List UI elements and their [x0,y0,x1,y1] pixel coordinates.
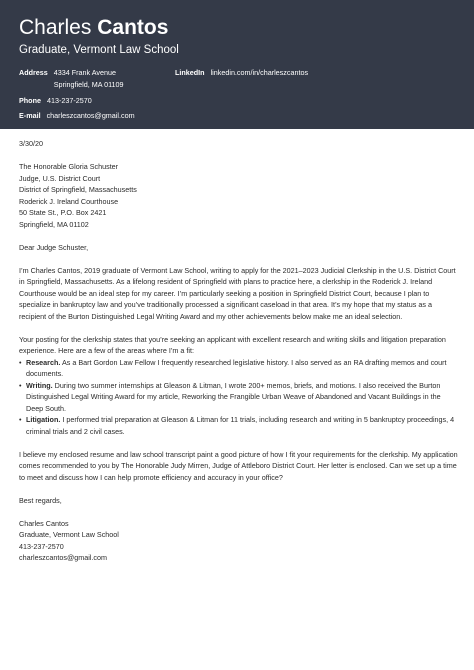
address-line2: Springfield, MA 01109 [53,80,124,89]
signature-line: Graduate, Vermont Law School [19,530,119,539]
linkedin-link[interactable]: linkedin.com/in/charleszcantos [210,68,309,77]
signature-line: Charles Cantos [19,518,69,528]
address-block [19,67,124,91]
bullet-text: As a Bart Gordon Law Fellow I frequently researched legislative history. I also served as an RA drafting memos and court documents. [26,357,447,378]
phone-value: 413-237-2570 [46,96,92,105]
bullet-title: Writing. [26,380,53,390]
phone-block [19,95,92,107]
resume-header [0,0,474,129]
paragraph-fit: Your posting for the clerkship states that you’re seeking an applicant with excellent research and writing skills and litigation preparation experience. Here are a few of the areas where I’m a fit: [19,334,446,355]
paragraph-closing: I believe my enclosed resume and law school transcript paint a good picture of how I fit your requirements for the clerkship. My application comes recommended to you by The Honorable Judy Mirren, Judge of Attleboro District Court. Her letter is enclosed. Can we set up a time to meet and discuss how I can help promote efficiency and accuracy in your office? [19,449,458,482]
paragraph-intro: I’m Charles Cantos, 2019 graduate of Vermont Law School, writing to apply for the 2021–2023 Judicial Clerkship in the U.S. District Court in Springfield, Massachusetts. As a lifelong resident of Springfield with plans to practice here, a clerkship in the Roderick J. Ireland Courthouse would be an ideal step for my career. I’m particularly seeking a position in Springfield District Court, because I plan to specialize in bankruptcy law and you’ve traditionally processed a significant caseload in that area. It’s my hope that my status as a recipient of the Burton Distinguished Legal Writing Award and my other achievements below make me an ideal selection. [19,265,456,321]
recipient-line: District of Springfield, Massachusetts [19,185,137,194]
bullet-text: I performed trial preparation at Gleason & Litman for 11 trials, including research and writing in 5 bankruptcy proceedings, 4 criminal trials and 2 civil cases. [26,415,455,436]
signature-line: 413-237-2570 [19,541,64,551]
bullet-title: Litigation. [26,415,61,424]
address-label: Address [19,68,48,77]
recipient-address [19,161,459,230]
email-block [19,110,135,122]
recipient-line: Judge, U.S. District Court [19,173,101,183]
recipient-line: The Honorable Gloria Schuster [19,162,119,171]
bullet-title: Research. [26,357,61,367]
first-name: Charles [19,16,92,39]
address-line1: 4334 Frank Avenue [53,68,116,77]
recipient-line: Roderick J. Ireland Courthouse [19,196,119,206]
letter-date: 3/30/20 [19,139,43,148]
list-item: • Writing. During two summer internships at Gleason & Litman, I wrote 200+ memos, briefs, and motions. I also received the Burton Distinguished Legal Writing Award for my article, Reworking the Frangible Urban Weave of Abandoned and Vacant Buildings in the Deep South. [19,380,441,413]
qualification-list [19,357,459,438]
letter-body [19,138,459,564]
closing: Best regards, [19,495,62,505]
list-item: • Litigation. I performed trial preparation at Gleason & Litman for 11 trials, including research and writing in 5 bankruptcy proceedings, 4 criminal trials and 2 civil cases. [19,415,455,436]
applicant-name [19,16,168,40]
recipient-line: 50 State St., P.O. Box 2421 [19,208,107,217]
linkedin-block [175,67,308,79]
email-label: E-mail [19,111,41,120]
last-name: Cantos [97,16,169,39]
salutation: Dear Judge Schuster, [19,242,89,252]
list-item: • Research. As a Bart Gordon Law Fellow I frequently researched legislative history. I also served as an RA drafting memos and court documents. [19,357,447,378]
email-value[interactable]: charleszcantos@gmail.com [46,111,135,120]
phone-label: Phone [19,96,41,105]
recipient-line: Springfield, MA 01102 [19,219,89,229]
signature-line: charleszcantos@gmail.com [19,553,107,562]
signature-block [19,518,459,564]
bullet-text: During two summer internships at Gleason & Litman, I wrote 200+ memos, briefs, and motions. I also received the Burton Distinguished Legal Writing Award for my article, Reworking the Frangible Urban Weave of Abandoned and Vacant Buildings in the Deep South. [26,380,441,413]
linkedin-label: LinkedIn [175,68,205,77]
applicant-title: Graduate, Vermont Law School [19,44,179,56]
